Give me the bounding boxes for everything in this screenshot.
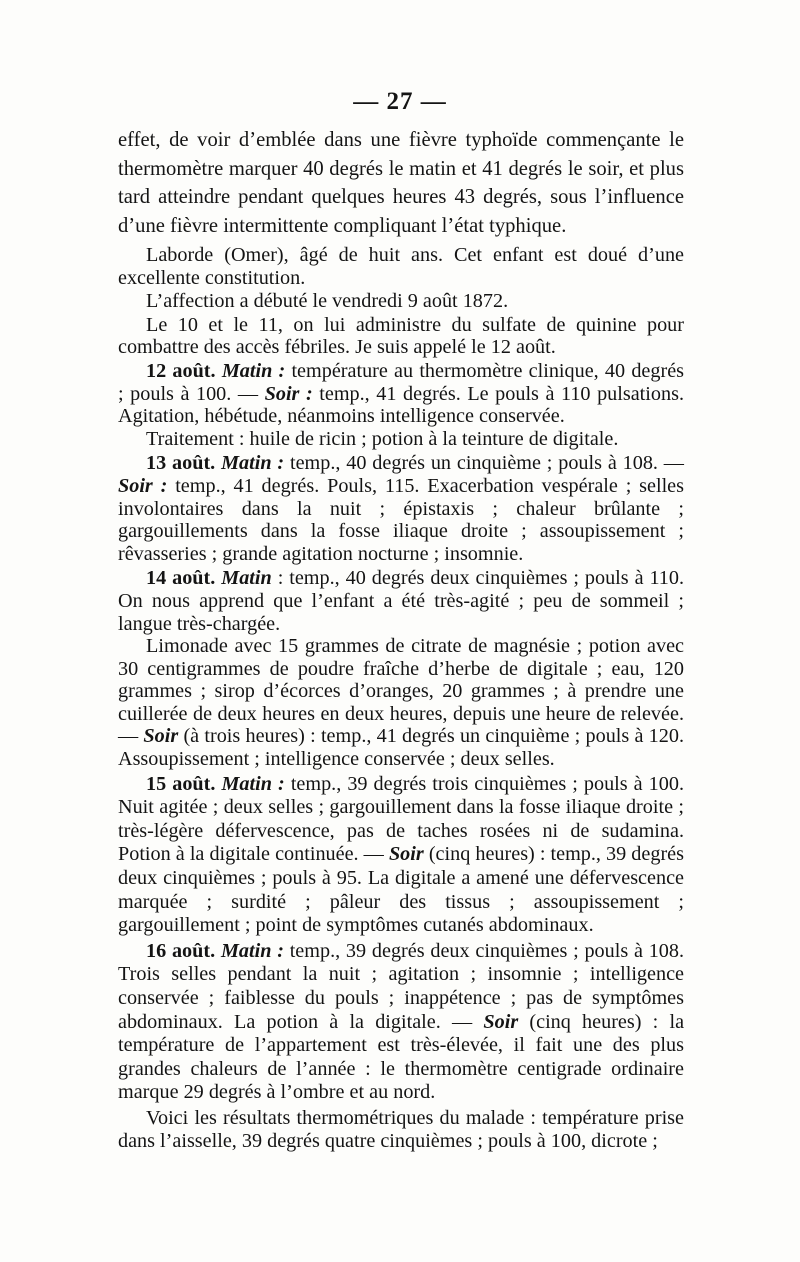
morning-label: Matin xyxy=(221,567,272,590)
morning-text: temp., 39 degrés deux cinquièmes ; pouls à 108. Trois selles pendant la nuit ; agitation ; insomnie ; intelligence conservée ; faiblesse du pouls ; inappétence ; pas de symptômes abdominaux. La potion à la digitale. — xyxy=(118,939,685,1033)
intro-paragraph xyxy=(118,126,684,240)
case-report xyxy=(118,244,684,1152)
evening-label: Soir : xyxy=(264,382,313,405)
morning-text: température au thermomètre clinique, 40 degrés ; pouls à 100. — xyxy=(118,359,685,405)
evening-text: (cinq heures) : la température de l’appartement est très-élevée, il fait une des plus grandes chaleurs de l’année : le thermomètre centigrade ordinaire marque 29 degrés à l’ombre et au nord. xyxy=(118,1010,685,1104)
morning-label: Matin : xyxy=(220,939,284,962)
morning-label: Matin : xyxy=(221,452,285,475)
morning-label: Matin : xyxy=(221,359,286,382)
entry-date: 15 août. xyxy=(146,772,216,795)
evening-text: temp., 41 degrés. Le pouls à 110 pulsations. Agitation, hébétude, néanmoins intelligence conservée. xyxy=(118,382,684,428)
entry-date: 13 août. xyxy=(146,452,216,475)
entry-date: 12 août. xyxy=(146,359,216,382)
remedy-aug-14 xyxy=(118,635,684,771)
entry-aug-12 xyxy=(118,360,684,428)
entry-aug-15 xyxy=(118,773,684,938)
remedy-text: Limonade avec 15 grammes de citrate de magnésie ; potion avec 30 centigrammes de poudre fraîche d’herbe de digitale ; eau, 120 grammes ; sirop d’écorces d’oranges, 20 grammes ; à prendre une cuillerée de deux heures en deux heures, depuis une heure de relevée. — xyxy=(118,635,684,748)
entry-aug-16 xyxy=(118,940,684,1105)
evening-label: Soir xyxy=(483,1010,519,1033)
evening-text: (cinq heures) : temp., 39 degrés deux cinquièmes ; pouls à 95. La digitale a amené une défervescence marquée ; surdité ; pâleur des tissus ; assoupissement ; gargouillement ; point de symptômes cutanés abdominaux. xyxy=(118,843,684,937)
entry-date: 16 août. xyxy=(146,939,216,962)
evening-label: Soir : xyxy=(118,474,168,497)
evening-label: Soir xyxy=(143,725,179,748)
case-onset: L’affection a débuté le vendredi 9 août 1872. xyxy=(146,290,509,313)
morning-text: temp., 40 degrés un cinquième ; pouls à 108. — xyxy=(289,452,684,475)
intro-text: effet, de voir d’emblée dans une fièvre typhoïde commençante le thermomètre marquer 40 degrés le matin et 41 degrés le soir, et plus tard atteindre pendant quelques heures 43 degrés, sous l’influence d’une fièvre intermittente compliquant l’état typhique. xyxy=(118,129,684,237)
evening-label: Soir xyxy=(388,843,424,866)
entry-aug-13 xyxy=(118,452,684,565)
morning-text: : temp., 40 degrés deux cinquièmes ; pouls à 110. On nous apprend que l’enfant a été très-agité ; peu de sommeil ; langue très-chargée. xyxy=(118,567,685,635)
entry-date: 14 août. xyxy=(146,567,216,590)
evening-text: (à trois heures) : temp., 41 degrés un cinquième ; pouls à 120. Assoupissement ; intelligence conservée ; deux selles. xyxy=(118,725,685,771)
evening-text: temp., 41 degrés. Pouls, 115. Exacerbation vespérale ; selles involontaires dans la nuit ; épistaxis ; chaleur brûlante ; gargouillements dans la fosse iliaque droite ; assoupissement ; rêvasseries ; grande agitation nocturne ; insomnie. xyxy=(118,474,684,565)
treatment-aug-12: Traitement : huile de ricin ; potion à la teinture de digitale. xyxy=(146,427,619,450)
entry-aug-14 xyxy=(118,567,684,635)
case-prior-treatment: Le 10 et le 11, on lui administre du sulfate de quinine pour combattre des accès fébriles. Je suis appelé le 12 août. xyxy=(118,313,684,359)
results-paragraph: Voici les résultats thermométriques du malade : température prise dans l’aisselle, 39 degrés quatre cinquièmes ; pouls à 100, dicrote ; xyxy=(118,1106,684,1152)
page-number: — 27 — xyxy=(353,88,447,115)
case-patient: Laborde (Omer), âgé de huit ans. Cet enfant est doué d’une excellente constitution. xyxy=(118,244,684,289)
morning-label: Matin : xyxy=(221,772,285,795)
morning-text: temp., 39 degrés trois cinquièmes ; pouls à 100. Nuit agitée ; deux selles ; gargouillement dans la fosse iliaque droite ; très-légère défervescence, pas de taches rosées ni de sudamina. Potion à la digitale continuée. — xyxy=(118,772,685,866)
